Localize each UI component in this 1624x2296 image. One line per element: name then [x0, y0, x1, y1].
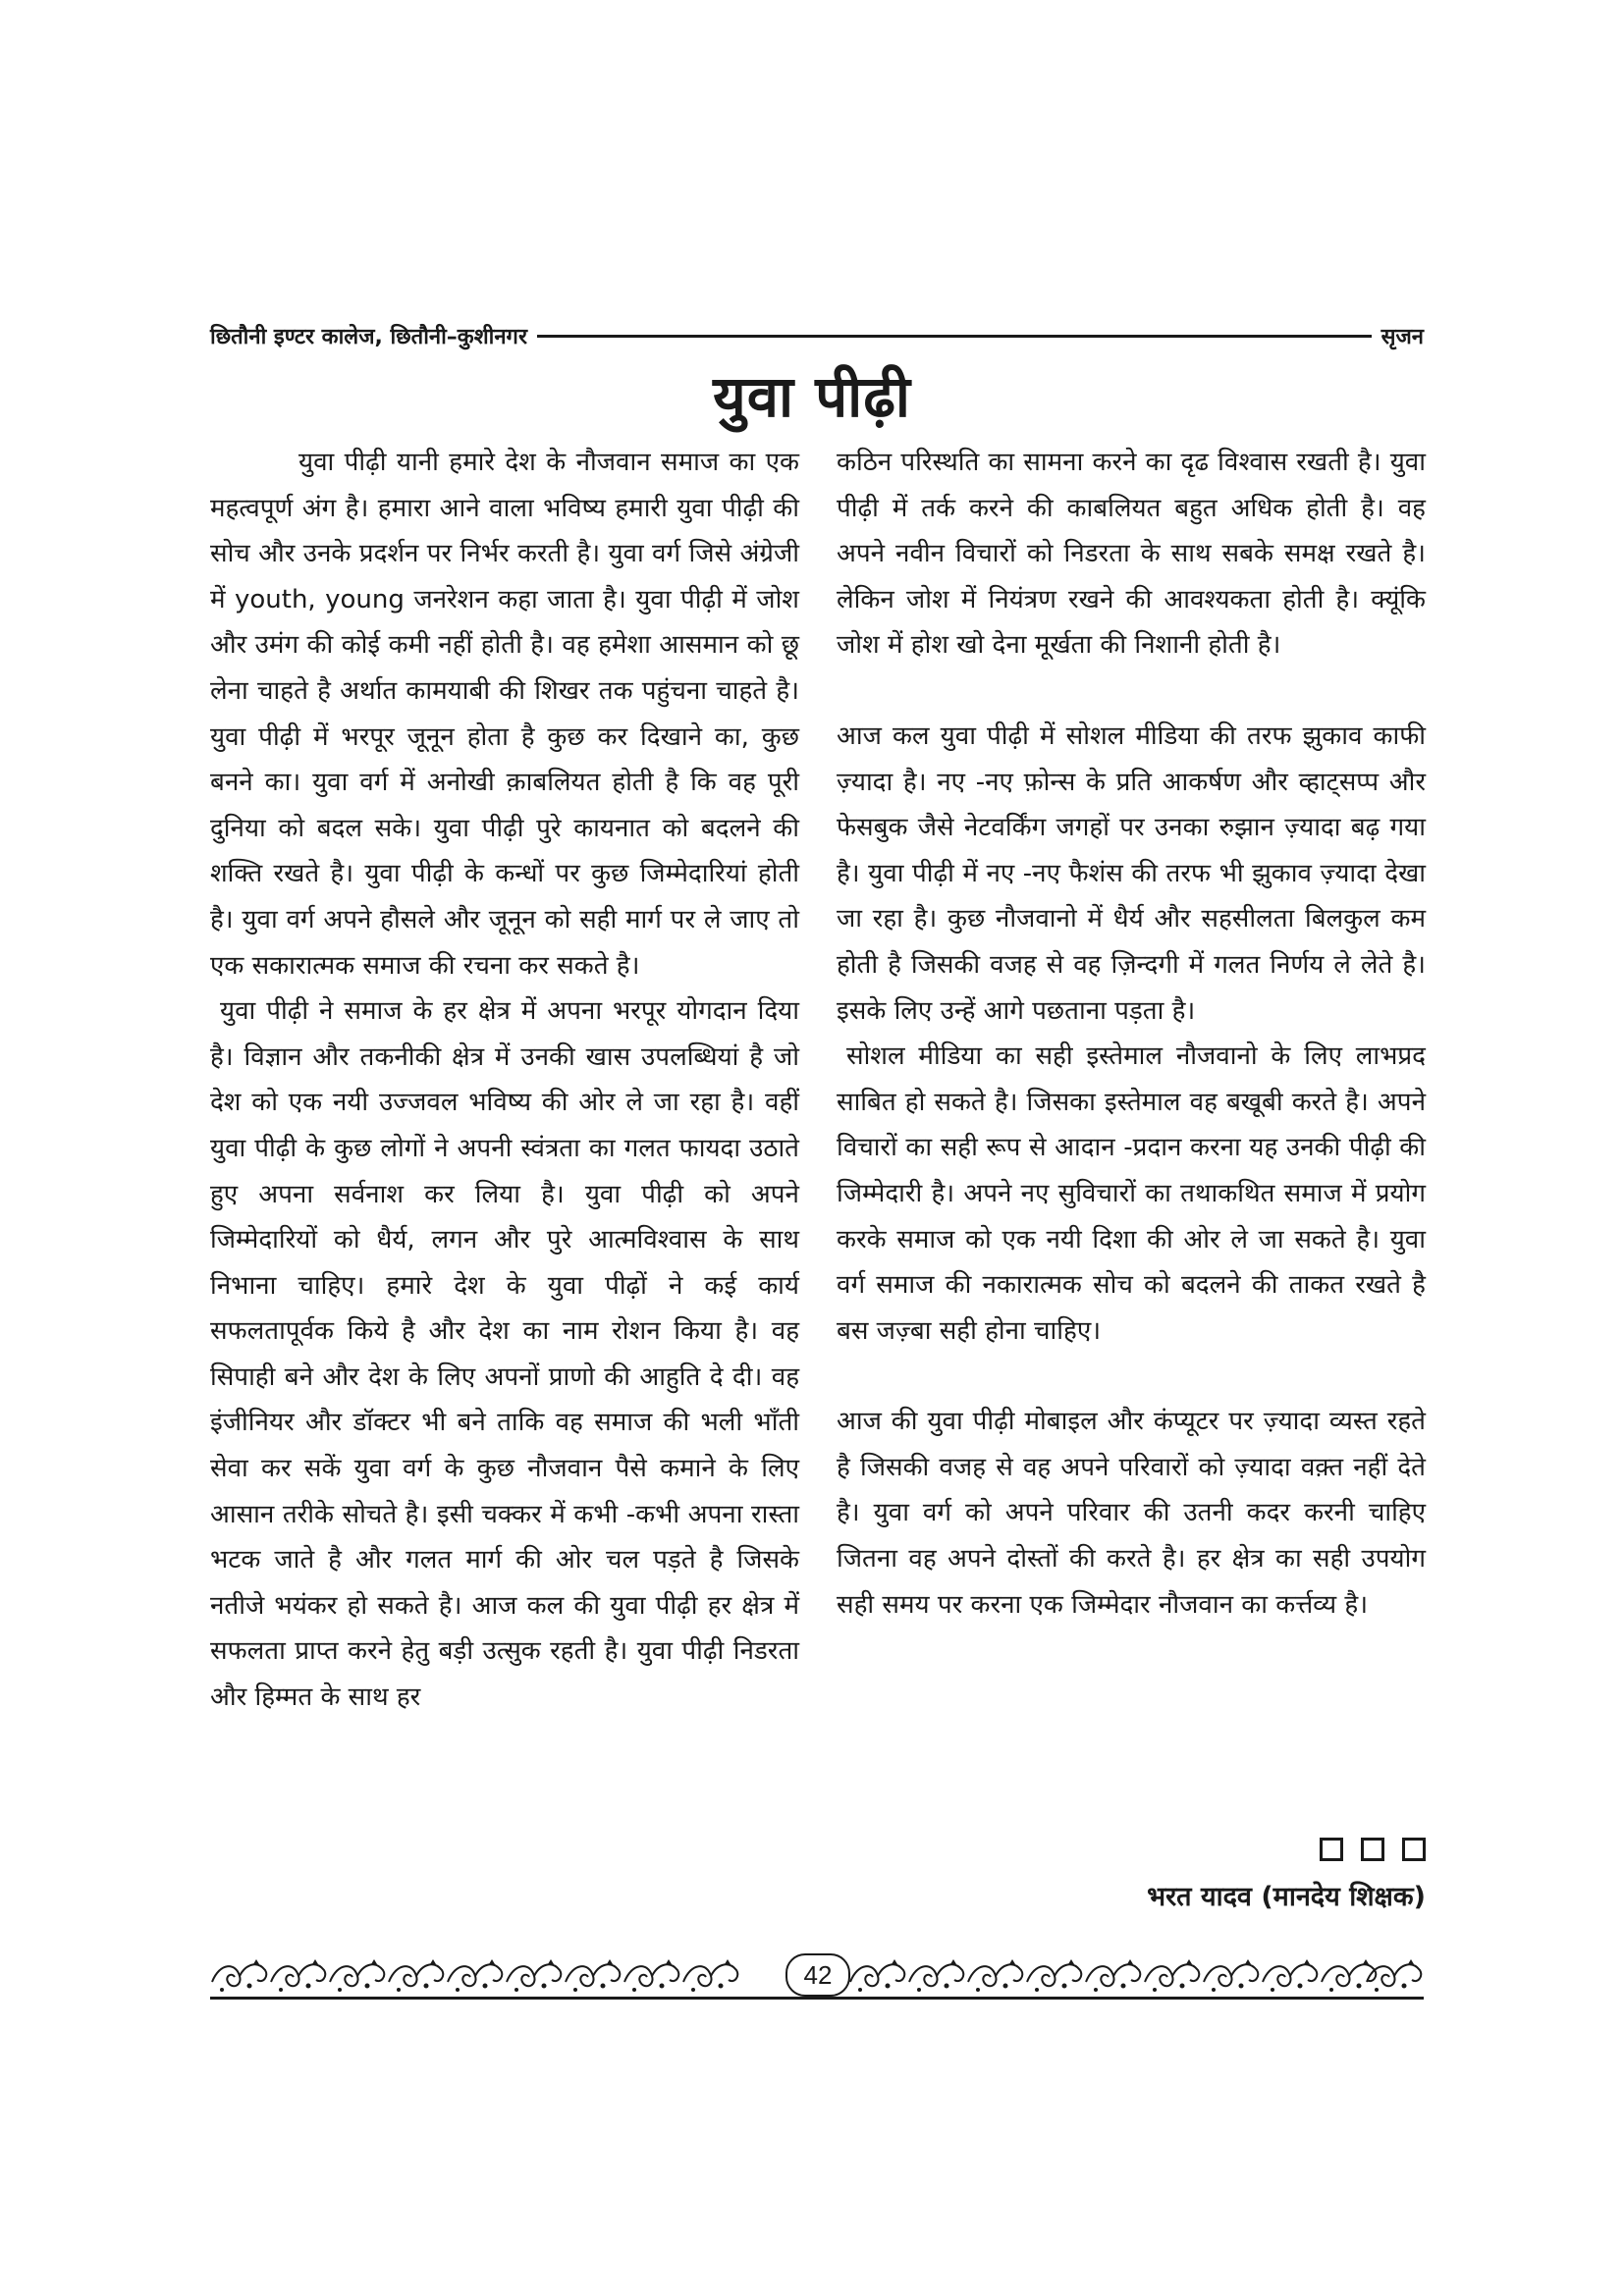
- running-header: [210, 314, 1424, 357]
- paragraph: कठिन परिस्थति का सामना करने का दृढ विश्वास रखती है। युवा पीढ़ी में तर्क करने की काबलियत बहुत अधिक होती है। वह अपने नवीन विचारों को निडरता के साथ सबके समक्ष रखते है। लेकिन जोश में नियंत्रण रखने की आवश्यकता होती है। क्यूंकि जोश में होश खो देना मूर्खता की निशानी होती है।: [837, 448, 1426, 661]
- paragraph: आज की युवा पीढ़ी मोबाइल और कंप्यूटर पर ज़्यादा व्यस्त रहते है जिसकी वजह से वह अपने परिवारों को ज़्यादा वक़्त नहीं देते है। युवा वर्ग को अपने परिवार की उतनी कदर करनी चाहिए जितना वह अपने दोस्तों की करते है। हर क्षेत्र का सही उपयोग सही समय पर करना एक जिम्मेदार नौजवान का कर्त्तव्य है।: [837, 1407, 1426, 1620]
- left-column: [210, 440, 799, 1721]
- footer-rule: [210, 1997, 1424, 2000]
- square-marker-icon: [1402, 1838, 1426, 1861]
- right-column: [837, 440, 1426, 1628]
- article-title: युवा पीढ़ी: [713, 363, 911, 430]
- square-marker-icon: [1320, 1838, 1343, 1861]
- page-number: 42: [785, 1953, 850, 1997]
- paragraph: युवा पीढ़ी ने समाज के हर क्षेत्र में अपना भरपूर योगदान दिया है। विज्ञान और तकनीकी क्षेत्र में उनकी खास उपलब्धियां है जो देश को एक नयी उज्जवल भविष्य की ओर ले जा रहा है। वहीं युवा पीढ़ी के कुछ लोगों ने अपनी स्वंत्रता का गलत फायदा उठाते हुए अपना सर्वनाश कर लिया है। युवा पीढ़ी को अपने जिम्मेदारियों को धैर्य, लगन और पुरे आत्मविश्वास के साथ निभाना चाहिए। हमारे देश के युवा पीढ़ों ने कई कार्य सफलतापूर्वक किये है और देश का नाम रोशन किया है। वह सिपाही बने और देश के लिए अपनों प्राणो की आहुति दे दी। वह इंजीनियर और डॉक्टर भी बने ताकि वह समाज की भली भाँती सेवा कर सकें युवा वर्ग के कुछ नौजवान पैसे कमाने के लिए आसान तरीके सोचते है। इसी चक्कर में कभी -कभी अपना रास्ता भटक जाते है और गलत मार्ग की ओर चल पड़ते है जिसके नतीजे भयंकर हो सकते है। आज कल की युवा पीढ़ी हर क्षेत्र में सफलता प्राप्त करने हेतु बड़ी उत्सुक रहती है। युवा पीढ़ी निडरता और हिम्मत के साथ हर: [210, 996, 799, 1713]
- page-footer: [210, 1949, 1424, 2000]
- square-marker-icon: [1361, 1838, 1384, 1861]
- author-name: भरत यादव (मानदेय शिक्षक): [1147, 1882, 1426, 1912]
- paragraph: आज कल युवा पीढ़ी में सोशल मीडिया की तरफ झुकाव काफी ज़्यादा है। नए -नए फ़ोन्स के प्रति आकर्षण और व्हाट्सप्प और फेसबुक जैसे नेटवर्किंग जगहों पर उनका रुझान ज़्यादा बढ़ गया है। युवा पीढ़ी में नए -नए फैशंस की तरफ भी झुकाव ज़्यादा देखा जा रहा है। कुछ नौजवानो में धैर्य और सहसीलता बिलकुल कम होती है जिसकी वजह से वह ज़िन्दगी में गलत निर्णय ले लेते है। इसके लिए उन्हें आगे पछताना पड़ता है।: [837, 721, 1426, 1026]
- header-magazine-name: सृजन: [1380, 325, 1424, 349]
- paragraph: सोशल मीडिया का सही इस्तेमाल नौजवानो के लिए लाभप्रद साबित हो सकते है। जिसका इस्तेमाल वह बखूबी करते है। अपने विचारों का सही रूप से आदान -प्रदान करना यह उनकी पीढ़ी की जिम्मेदारी है। अपने नए सुविचारों का तथाकथित समाज में प्रयोग करके समाज को एक नयी दिशा की ओर ले जा सकते है। युवा वर्ग समाज की नकारात्मक सोच को बदलने की ताकत रखते है बस जज़्बा सही होना चाहिए।: [837, 1041, 1426, 1346]
- header-rule: [537, 335, 1372, 338]
- header-school-name: छितौनी इण्टर कालेज, छितौनी–कुशीनगर: [210, 325, 527, 349]
- paragraph: युवा पीढ़ी यानी हमारे देश के नौजवान समाज का एक महत्वपूर्ण अंग है। हमारा आने वाला भविष्य हमारी युवा पीढ़ी की सोच और उनके प्रदर्शन पर निर्भर करती है। युवा वर्ग जिसे अंग्रेजी में youth, young जनरेशन कहा जाता है। युवा पीढ़ी में जोश और उमंग की कोई कमी नहीं होती है। वह हमेशा आसमान को छू लेना चाहते है अर्थात कामयाबी की शिखर तक पहुंचना चाहते है।युवा पीढ़ी में भरपूर जूनून होता है कुछ कर दिखाने का, कुछ बनने का। युवा वर्ग में अनोखी क़ाबलियत होती है कि वह पूरी दुनिया को बदल सके। युवा पीढ़ी पुरे कायनात को बदलने की शक्ति रखते है। युवा पीढ़ी के कन्धों पर कुछ जिम्मेदारियां होती है। युवा वर्ग अपने हौसले और जूनून को सही मार्ग पर ले जाए तो एक सकारात्मक समाज की रचना कर सकते है।: [210, 448, 799, 981]
- end-markers: [1320, 1838, 1426, 1867]
